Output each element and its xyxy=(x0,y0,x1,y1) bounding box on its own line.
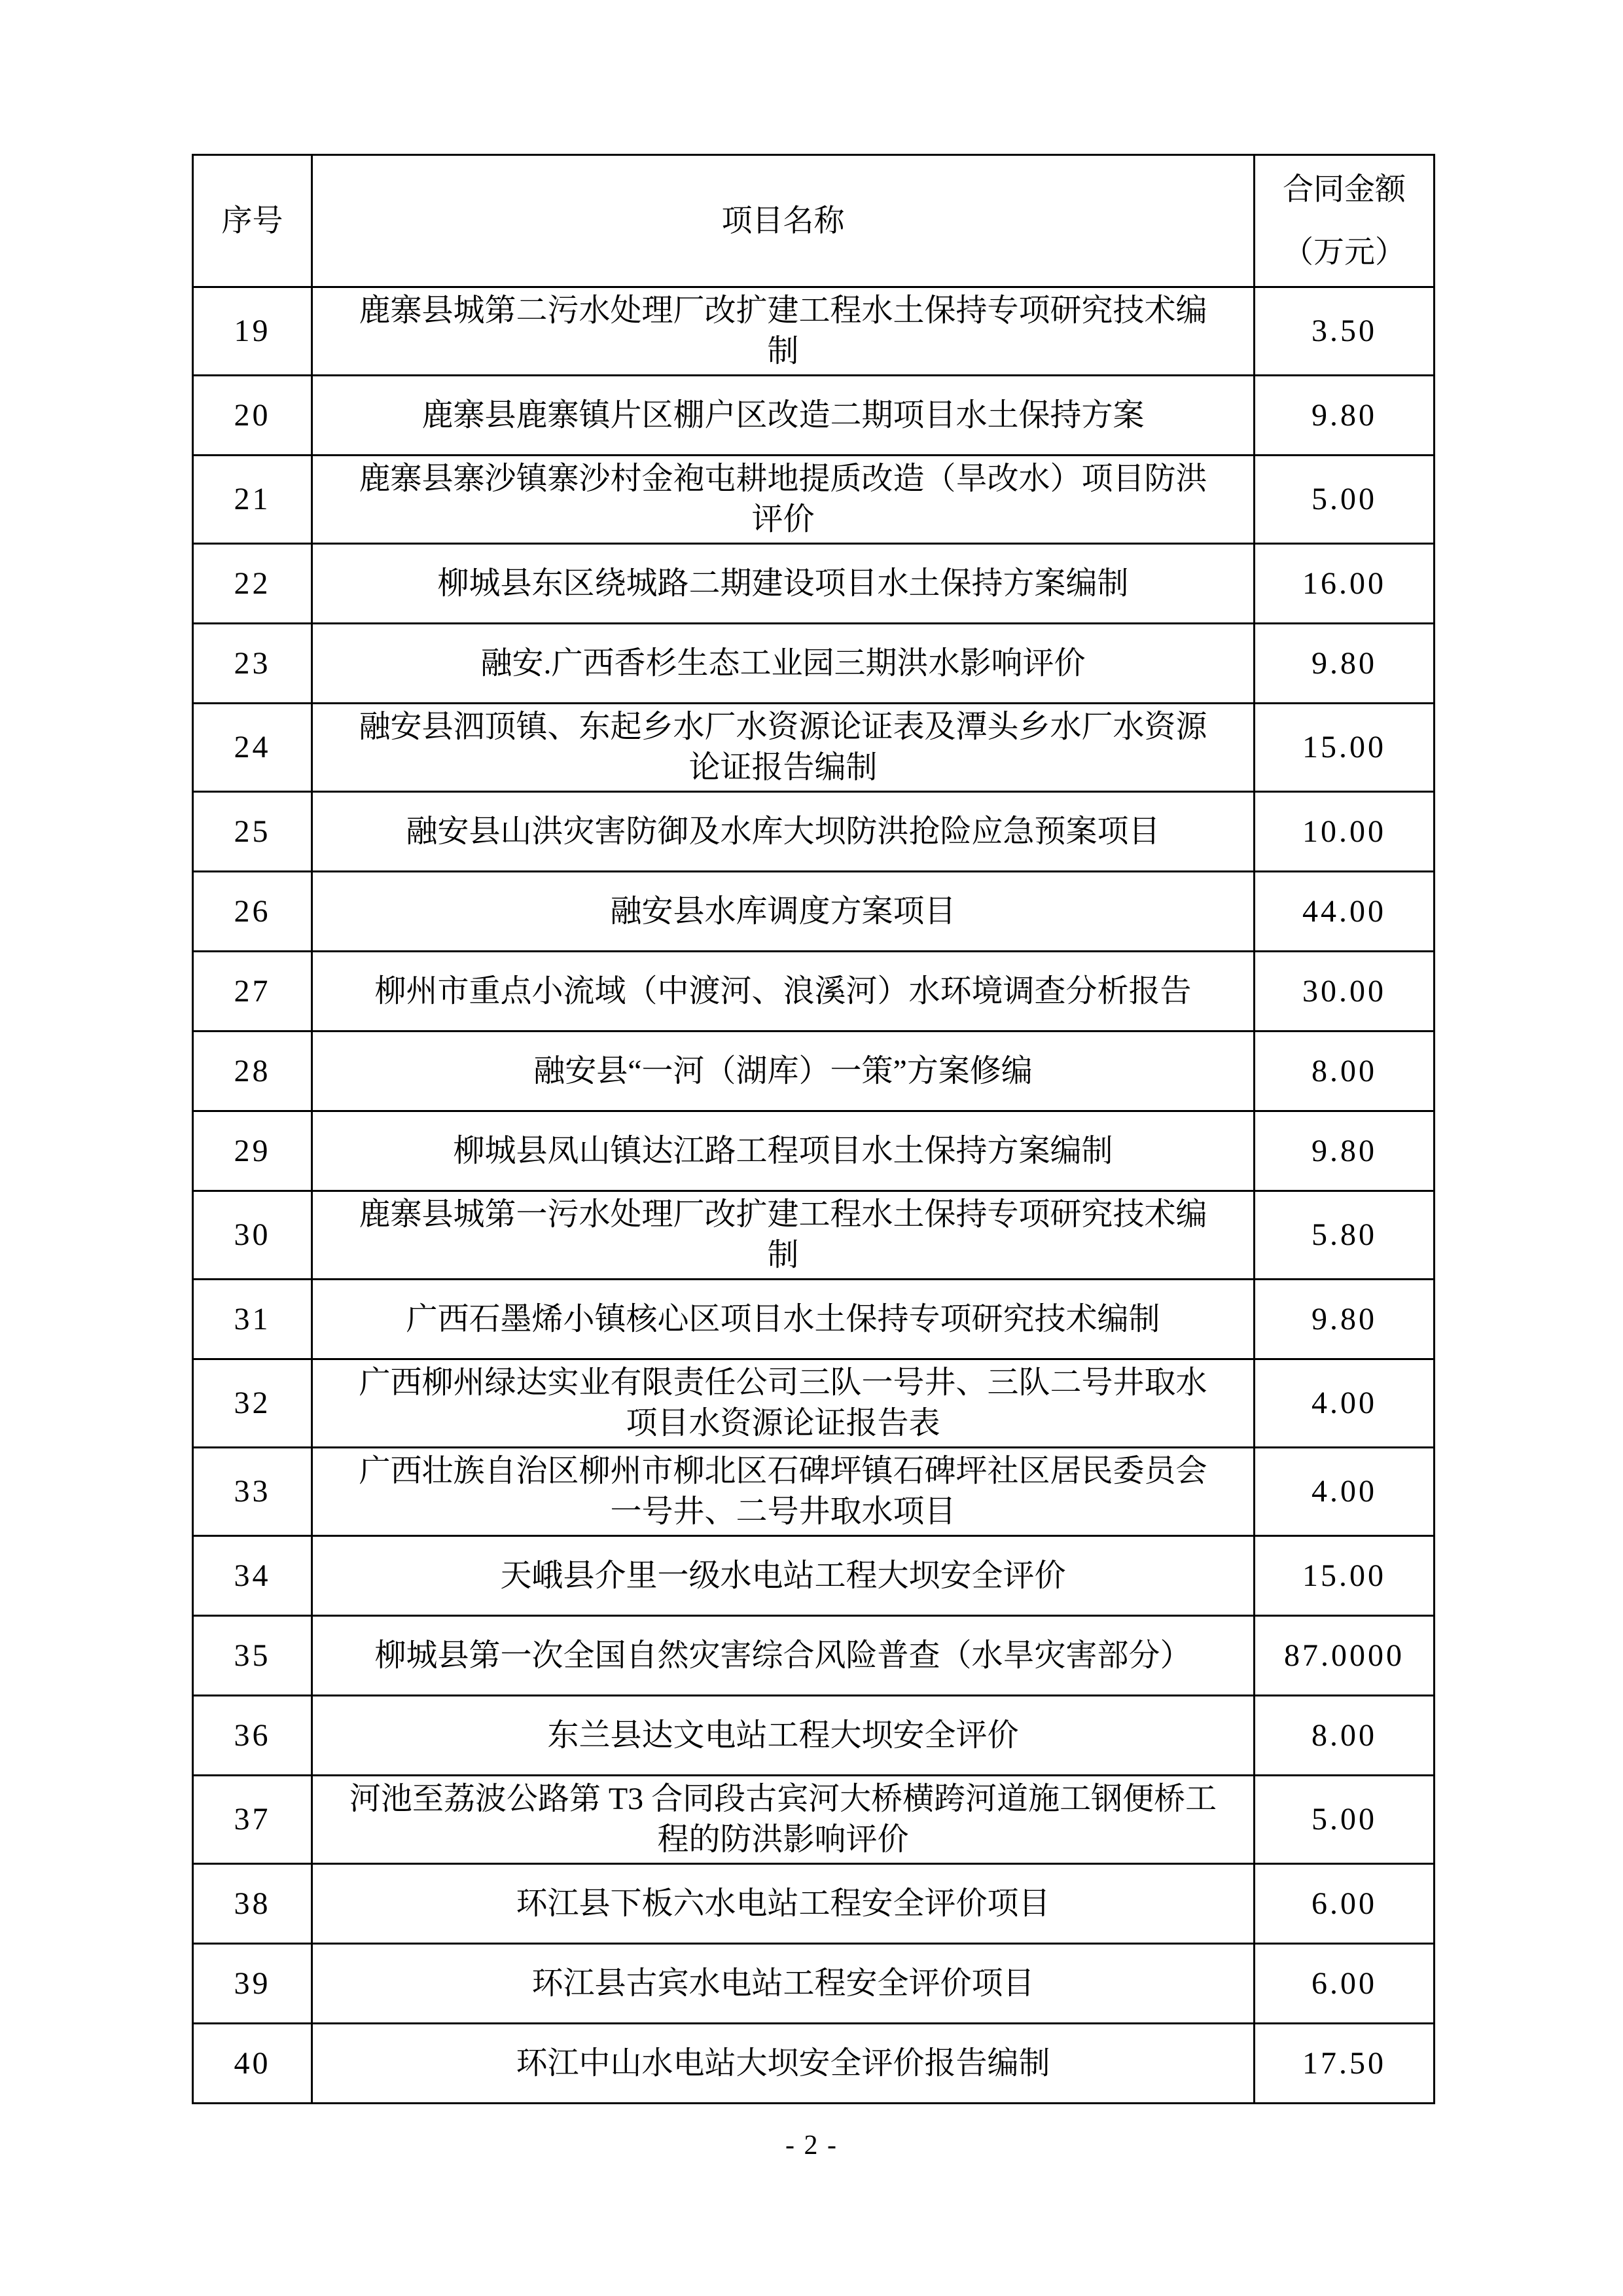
row-index-cell: 24 xyxy=(193,704,312,792)
amount-cell: 5.00 xyxy=(1255,1776,1435,1864)
amount-cell: 15.00 xyxy=(1255,1536,1435,1616)
table-header-row xyxy=(193,155,1435,287)
amount-cell: 3.50 xyxy=(1255,287,1435,376)
row-index-cell: 40 xyxy=(193,2024,312,2104)
table-row xyxy=(193,704,1435,792)
amount-cell: 44.00 xyxy=(1255,872,1435,952)
table-row xyxy=(193,792,1435,872)
amount-cell: 10.00 xyxy=(1255,792,1435,872)
row-index-cell: 26 xyxy=(193,872,312,952)
table-row xyxy=(193,1111,1435,1191)
row-index-cell: 39 xyxy=(193,1944,312,2024)
table-row xyxy=(193,624,1435,704)
row-index-cell: 25 xyxy=(193,792,312,872)
table-row xyxy=(193,544,1435,624)
amount-cell: 5.80 xyxy=(1255,1191,1435,1280)
row-index-cell: 27 xyxy=(193,952,312,1031)
amount-cell: 4.00 xyxy=(1255,1359,1435,1448)
amount-cell: 8.00 xyxy=(1255,1031,1435,1111)
row-index-cell: 19 xyxy=(193,287,312,376)
row-index-cell: 32 xyxy=(193,1359,312,1448)
row-index-cell: 38 xyxy=(193,1864,312,1944)
project-name-cell: 环江县下板六水电站工程安全评价项目 xyxy=(312,1864,1255,1944)
table-row xyxy=(193,1448,1435,1536)
project-name-cell: 柳州市重点小流域（中渡河、浪溪河）水环境调查分析报告 xyxy=(312,952,1255,1031)
project-name-cell: 鹿寨县城第二污水处理厂改扩建工程水土保持专项研究技术编制 xyxy=(312,287,1255,376)
table-row xyxy=(193,376,1435,456)
amount-cell: 17.50 xyxy=(1255,2024,1435,2104)
table-row xyxy=(193,872,1435,952)
row-index-cell: 29 xyxy=(193,1111,312,1191)
table-row xyxy=(193,456,1435,544)
amount-cell: 4.00 xyxy=(1255,1448,1435,1536)
header-contract-amount-line1: 合同金额 xyxy=(1283,172,1406,207)
project-name-cell: 融安县泗顶镇、东起乡水厂水资源论证表及潭头乡水厂水资源论证报告编制 xyxy=(312,704,1255,792)
project-name-cell: 广西石墨烯小镇核心区项目水土保持专项研究技术编制 xyxy=(312,1280,1255,1359)
project-name-cell: 广西壮族自治区柳州市柳北区石碑坪镇石碑坪社区居民委员会一号井、二号井取水项目 xyxy=(312,1448,1255,1536)
header-project-name: 项目名称 xyxy=(312,155,1255,287)
row-index-cell: 33 xyxy=(193,1448,312,1536)
amount-cell: 30.00 xyxy=(1255,952,1435,1031)
row-index-cell: 35 xyxy=(193,1616,312,1696)
project-name-cell: 融安县山洪灾害防御及水库大坝防洪抢险应急预案项目 xyxy=(312,792,1255,872)
project-name-cell: 广西柳州绿达实业有限责任公司三队一号井、三队二号井取水项目水资源论证报告表 xyxy=(312,1359,1255,1448)
projects-table xyxy=(192,154,1435,2104)
header-contract-amount xyxy=(1255,155,1435,287)
row-index-cell: 28 xyxy=(193,1031,312,1111)
header-index: 序号 xyxy=(193,155,312,287)
project-name-cell: 融安.广西香杉生态工业园三期洪水影响评价 xyxy=(312,624,1255,704)
project-name-cell: 柳城县东区绕城路二期建设项目水土保持方案编制 xyxy=(312,544,1255,624)
table-row xyxy=(193,1191,1435,1280)
amount-cell: 5.00 xyxy=(1255,456,1435,544)
row-index-cell: 22 xyxy=(193,544,312,624)
project-name-cell: 融安县水库调度方案项目 xyxy=(312,872,1255,952)
page-number: - 2 - xyxy=(785,2130,838,2161)
row-index-cell: 36 xyxy=(193,1696,312,1776)
table-row xyxy=(193,1536,1435,1616)
project-name-cell: 柳城县凤山镇达江路工程项目水土保持方案编制 xyxy=(312,1111,1255,1191)
project-name-cell: 柳城县第一次全国自然灾害综合风险普查（水旱灾害部分） xyxy=(312,1616,1255,1696)
project-name-cell: 环江县古宾水电站工程安全评价项目 xyxy=(312,1944,1255,2024)
amount-cell: 87.0000 xyxy=(1255,1616,1435,1696)
project-name-cell: 东兰县达文电站工程大坝安全评价 xyxy=(312,1696,1255,1776)
row-index-cell: 20 xyxy=(193,376,312,456)
header-contract-amount-line2: （万元） xyxy=(1283,235,1406,270)
table-row xyxy=(193,2024,1435,2104)
row-index-cell: 34 xyxy=(193,1536,312,1616)
amount-cell: 9.80 xyxy=(1255,376,1435,456)
table-row xyxy=(193,1280,1435,1359)
table-row xyxy=(193,952,1435,1031)
table-row xyxy=(193,1031,1435,1111)
amount-cell: 6.00 xyxy=(1255,1944,1435,2024)
row-index-cell: 23 xyxy=(193,624,312,704)
project-name-cell: 河池至荔波公路第 T3 合同段古宾河大桥横跨河道施工钢便桥工程的防洪影响评价 xyxy=(312,1776,1255,1864)
amount-cell: 8.00 xyxy=(1255,1696,1435,1776)
project-name-cell: 天峨县介里一级水电站工程大坝安全评价 xyxy=(312,1536,1255,1616)
row-index-cell: 37 xyxy=(193,1776,312,1864)
amount-cell: 15.00 xyxy=(1255,704,1435,792)
amount-cell: 9.80 xyxy=(1255,1280,1435,1359)
row-index-cell: 21 xyxy=(193,456,312,544)
amount-cell: 9.80 xyxy=(1255,1111,1435,1191)
table-row xyxy=(193,1616,1435,1696)
amount-cell: 16.00 xyxy=(1255,544,1435,624)
row-index-cell: 30 xyxy=(193,1191,312,1280)
table-row xyxy=(193,1864,1435,1944)
table-row xyxy=(193,1696,1435,1776)
project-name-cell: 鹿寨县鹿寨镇片区棚户区改造二期项目水土保持方案 xyxy=(312,376,1255,456)
row-index-cell: 31 xyxy=(193,1280,312,1359)
table-row xyxy=(193,1359,1435,1448)
project-name-cell: 融安县“一河（湖库）一策”方案修编 xyxy=(312,1031,1255,1111)
project-name-cell: 鹿寨县寨沙镇寨沙村金袍屯耕地提质改造（旱改水）项目防洪评价 xyxy=(312,456,1255,544)
project-name-cell: 环江中山水电站大坝安全评价报告编制 xyxy=(312,2024,1255,2104)
project-name-cell: 鹿寨县城第一污水处理厂改扩建工程水土保持专项研究技术编制 xyxy=(312,1191,1255,1280)
table-row xyxy=(193,1776,1435,1864)
table-body xyxy=(193,287,1435,2104)
table-row xyxy=(193,1944,1435,2024)
amount-cell: 6.00 xyxy=(1255,1864,1435,1944)
amount-cell: 9.80 xyxy=(1255,624,1435,704)
table-row xyxy=(193,287,1435,376)
